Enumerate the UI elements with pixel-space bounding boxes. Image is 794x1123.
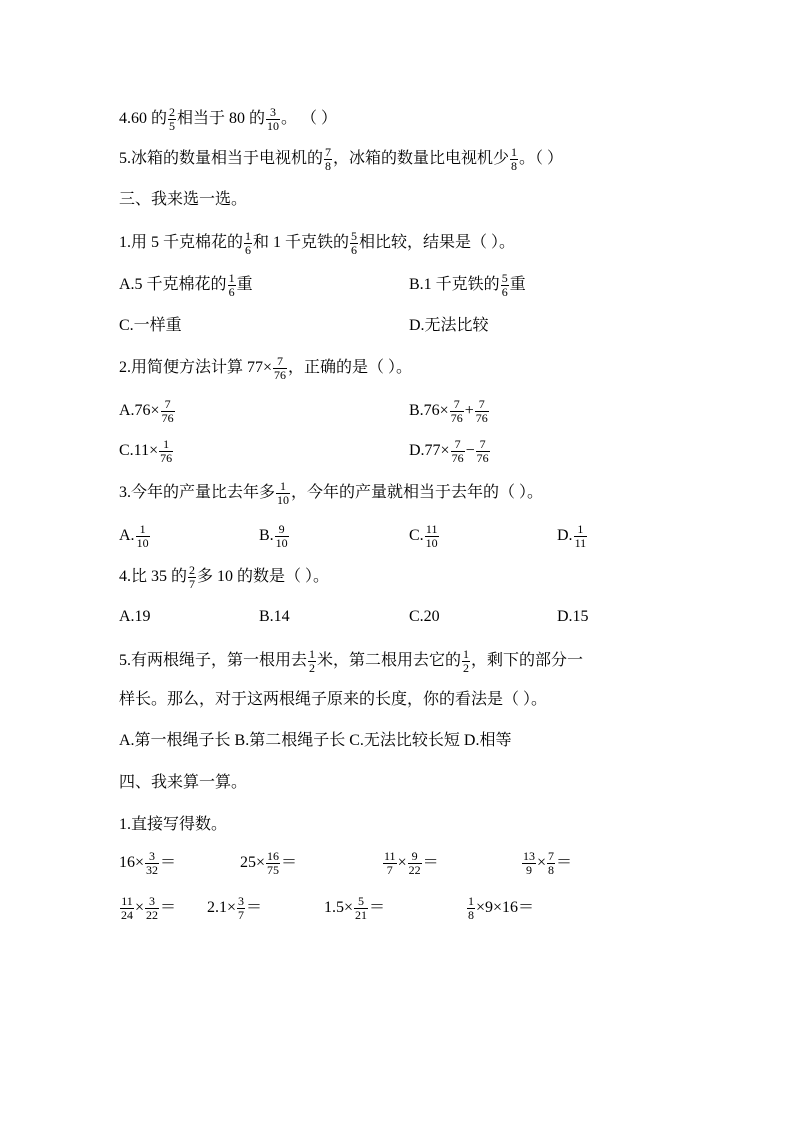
q3-option-a: A. $\frac{1}{10}$ bbox=[119, 522, 149, 550]
fraction: $\frac{7}{8}$ bbox=[325, 145, 332, 173]
fraction: $\frac{3}{10}$ bbox=[267, 105, 280, 133]
fraction: $\frac{9}{10}$ bbox=[275, 522, 288, 550]
fraction: $\frac{7}{76}$ bbox=[274, 354, 287, 382]
q4-option-b: B.14 bbox=[259, 608, 290, 625]
fraction: $\frac{1}{2}$ bbox=[309, 647, 316, 675]
fraction: $\frac{1}{6}$ bbox=[228, 271, 235, 299]
calc-item: 1.5× $\frac{5}{21}$ ＝ bbox=[324, 894, 386, 922]
section4-heading: 四、我来算一算。 bbox=[119, 774, 248, 791]
fraction: $\frac{3}{7}$ bbox=[238, 894, 245, 922]
fraction: $\frac{5}{21}$ bbox=[355, 894, 368, 922]
choice-q4-stem: 4.比 35 的 $\frac{2}{7}$ 多 10 的数是（ ）。 bbox=[119, 563, 330, 591]
fraction: $\frac{1}{2}$ bbox=[463, 647, 470, 675]
fraction: $\frac{3}{22}$ bbox=[146, 894, 159, 922]
q1-option-a: A.5 千克棉花的 $\frac{1}{6}$ 重 bbox=[119, 271, 253, 299]
fraction: $\frac{7}{76}$ bbox=[451, 437, 464, 465]
q5-text: 5.冰箱的数量相当于电视机的 bbox=[119, 150, 324, 168]
fraction: $\frac{1}{76}$ bbox=[160, 437, 173, 465]
q1-option-b: B.1 千克铁的 $\frac{5}{6}$ 重 bbox=[409, 271, 526, 299]
fraction: $\frac{1}{10}$ bbox=[136, 522, 149, 550]
q4-text: 相当于 80 的 bbox=[177, 110, 266, 128]
fraction: $\frac{2}{5}$ bbox=[169, 105, 176, 133]
q3-option-b: B. $\frac{9}{10}$ bbox=[259, 522, 288, 550]
fraction: $\frac{7}{8}$ bbox=[548, 849, 555, 877]
fraction: $\frac{5}{6}$ bbox=[501, 271, 508, 299]
fraction: $\frac{7}{76}$ bbox=[161, 397, 174, 425]
calc-item: $\frac{11}{24}$ × $\frac{3}{22}$ ＝ bbox=[121, 894, 177, 922]
fraction: $\frac{7}{76}$ bbox=[450, 397, 463, 425]
fraction: $\frac{1}{6}$ bbox=[245, 229, 252, 257]
q5-options: A.第一根绳子长 B.第二根绳子长 C.无法比较长短 D.相等 bbox=[119, 732, 512, 749]
fraction: $\frac{3}{32}$ bbox=[146, 849, 159, 877]
q5-text: ，冰箱的数量比电视机少 bbox=[333, 150, 510, 168]
q2-option-c: C.11× $\frac{1}{76}$ bbox=[119, 437, 173, 465]
q1-option-c: C.一样重 bbox=[119, 317, 182, 334]
choice-q2-stem: 2.用简便方法计算 77× $\frac{7}{76}$ ，正确的是（ ）。 bbox=[119, 354, 413, 382]
choice-q3-stem: 3.今年的产量比去年多 $\frac{1}{10}$ ，今年的产量就相当于去年的（ ）。 bbox=[119, 479, 544, 507]
answer-blank: 。（ ） bbox=[519, 150, 564, 168]
calc-q1-title: 1.直接写得数。 bbox=[119, 816, 228, 833]
choice-q1-stem: 1.用 5 千克棉花的 $\frac{1}{6}$ 和 1 千克铁的 $\frac{5}{6}$ 相比较，结果是（ ）。 bbox=[119, 229, 516, 257]
fraction: $\frac{1}{8}$ bbox=[468, 894, 474, 922]
fraction: $\frac{11}{10}$ bbox=[425, 522, 438, 550]
fraction: $\frac{1}{8}$ bbox=[511, 145, 518, 173]
judge-q4 bbox=[119, 106, 337, 133]
choice-q5-stem-line2: 样长。那么，对于这两根绳子原来的长度，你的看法是（ ）。 bbox=[119, 691, 548, 708]
q4-option-d: D.15 bbox=[557, 608, 589, 625]
q3-option-c: C. $\frac{11}{10}$ bbox=[409, 522, 438, 550]
fraction: $\frac{7}{76}$ bbox=[475, 397, 488, 425]
fraction: $\frac{1}{10}$ bbox=[277, 479, 290, 507]
choice-q5-stem: 5.有两根绳子，第一根用去 $\frac{1}{2}$ 米，第二根用去它的 $\frac{1}{2}$ ，剩下的部分一 bbox=[119, 647, 584, 675]
fraction: $\frac{2}{7}$ bbox=[189, 563, 196, 591]
q4-option-c: C.20 bbox=[409, 608, 440, 625]
fraction: $\frac{7}{76}$ bbox=[476, 437, 489, 465]
judge-q5 bbox=[119, 146, 563, 173]
calc-item: 16× $\frac{3}{32}$ ＝ bbox=[119, 849, 177, 877]
fraction: $\frac{1}{11}$ bbox=[574, 522, 587, 550]
calc-item: $\frac{13}{9}$ × $\frac{7}{8}$ ＝ bbox=[523, 849, 573, 877]
fraction: $\frac{5}{6}$ bbox=[351, 229, 358, 257]
calc-item: $\frac{11}{7}$ × $\frac{9}{22}$ ＝ bbox=[384, 849, 439, 877]
calc-item: 25× $\frac{16}{75}$ ＝ bbox=[240, 849, 298, 877]
fraction: $\frac{11}{7}$ bbox=[384, 849, 396, 877]
calc-item: $\frac{1}{8}$ ×9×16＝ bbox=[468, 894, 535, 922]
q4-option-a: A.19 bbox=[119, 608, 151, 625]
q4-text: 4.60 的 bbox=[119, 110, 168, 128]
answer-blank: 。 （ ） bbox=[281, 110, 338, 128]
fraction: $\frac{9}{22}$ bbox=[408, 849, 421, 877]
fraction: $\frac{13}{9}$ bbox=[523, 849, 535, 877]
section3-heading: 三、我来选一选。 bbox=[119, 191, 248, 208]
q3-option-d: D. $\frac{1}{11}$ bbox=[557, 522, 587, 550]
q2-option-b: B.76× $\frac{7}{76}$ + $\frac{7}{76}$ bbox=[409, 397, 488, 425]
q2-option-d: D.77× $\frac{7}{76}$ − $\frac{7}{76}$ bbox=[409, 437, 489, 465]
fraction: $\frac{11}{24}$ bbox=[121, 894, 133, 922]
calc-item: 2.1× $\frac{3}{7}$ ＝ bbox=[207, 894, 263, 922]
q2-option-a: A.76× $\frac{7}{76}$ bbox=[119, 397, 174, 425]
fraction: $\frac{16}{75}$ bbox=[267, 849, 280, 877]
q1-option-d: D.无法比较 bbox=[409, 317, 489, 334]
